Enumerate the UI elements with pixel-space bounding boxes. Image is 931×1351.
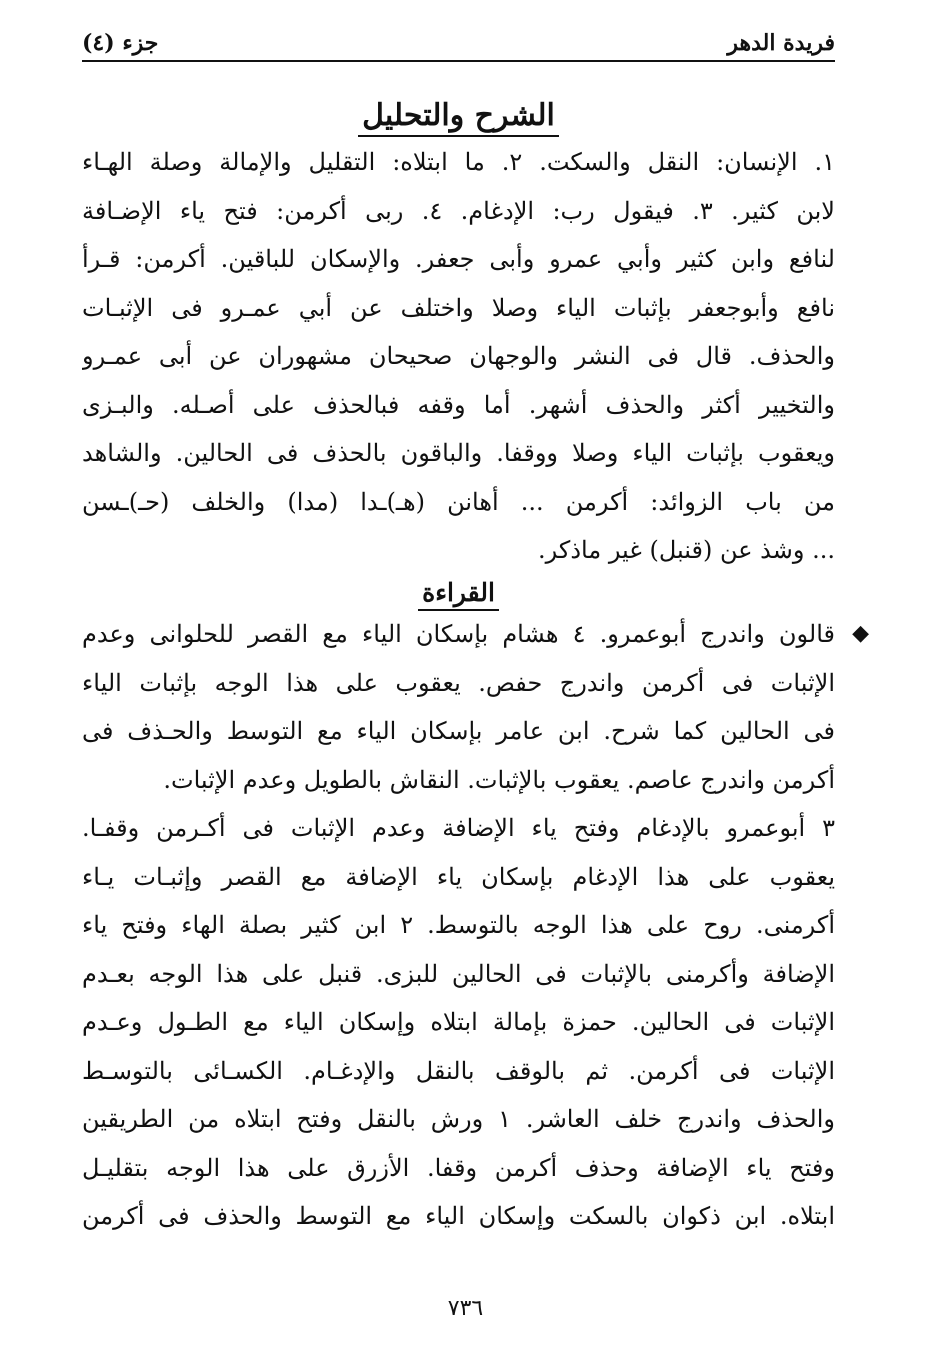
text-line: وفتح ياء الإضافة وحذف أكرمن وقفا. الأزرق على هذا الوجه بتقليـل (82, 1153, 835, 1182)
text-line: نافع وأبوجعفر بإثبات الياء وصلا واختلف عن أبي عمـرو فى الإثبـات (82, 293, 835, 322)
text-line: من باب الزوائد: أكرمن ... أهانن (هـ)ـدا (مدا) والخلف (حـ)ـسن (82, 487, 835, 516)
text-line: ١. الإنسان: النقل والسكت. ٢. ما ابتلاه: التقليل والإمالة وصلة الهـاء (82, 148, 835, 176)
text-line: الإضافة وأكرمنى بالإثبات فى الحالين للبزى. قنبل على هذا الوجه بعـدم (82, 959, 835, 988)
text-line: يعقوب على هذا الإدغام بإسكان ياء الإضافة مع القصر وإثبـات يـاء (82, 862, 835, 891)
text-line: والحذف واندرج خلف العاشر. ١ ورش بالنقل وفتح ابتلاه من الطريقين (82, 1105, 835, 1133)
text-line: أكرمنى. روح على هذا الوجه بالتوسط. ٢ ابن كثير بصلة الهاء وفتح ياء (82, 911, 835, 939)
page-number: ٧٣٦ (447, 1296, 484, 1321)
running-header (82, 22, 835, 62)
text-line: الإثبات فى الحالين. حمزة بإمالة ابتلاه وإسكان الياء مع الطـول وعـدم (82, 1008, 835, 1036)
text-line: لابن كثير. ٣. فيقول رب: الإدغام. ٤. ربى أكرمن: فتح ياء الإضـافة (82, 196, 835, 225)
part-label: جزء (٤) (82, 30, 159, 56)
text-line: ٣ أبوعمرو بالإدغام وفتح ياء الإضافة وعدم الإثبات فى أكـرمن وقفـا. (82, 814, 835, 842)
section-heading-text: الشرح والتحليل (358, 98, 559, 137)
diamond-bullet-icon: ◆ (852, 621, 869, 646)
text-line: والتخيير أكثر والحذف أشهر. أما وقفه فبالحذف على أصـله. والبـزى (82, 390, 835, 419)
book-title: فريدة الدهر (727, 30, 835, 56)
text-line: فى الحالين كما شرح. ابن عامر بإسكان الياء مع التوسط والحـذف فى (82, 717, 835, 745)
text-line: قالون واندرج أبوعمرو. ٤ هشام بإسكان الياء مع القصر للحلوانى وعدم (82, 620, 835, 648)
reading-paragraph (82, 610, 869, 1241)
section-heading-explanation (82, 98, 835, 133)
section-heading-reading (82, 578, 835, 607)
text-line: الإثبات فى أكرمن. ثم بالوقف بالنقل والإدغـام. الكسـائى بالتوسـط (82, 1056, 835, 1085)
text-line: والحذف. قال فى النشر والوجهان صحيحان مشهوران عن أبى عمـرو (82, 342, 835, 370)
section-heading-text: القراءة (418, 578, 499, 611)
explanation-paragraph (82, 138, 835, 575)
text-line: أكرمن واندرج عاصم. يعقوب بالإثبات. النقاش بالطويل وعدم الإثبات. (163, 765, 835, 794)
text-line: ويعقوب بإثبات الياء وصلا ووقفا. والباقون بالحذف فى الحالين. والشاهد (82, 439, 835, 467)
text-line: ابتلاه. ابن ذكوان بالسكت وإسكان الياء مع التوسط والحذف فى أكرمن (82, 1202, 835, 1230)
text-line: لنافع وابن كثير وأبي عمرو وأبى جعفر. والإسكان للباقين. أكرمن: قـرأ (82, 245, 835, 273)
text-line: الإثبات فى أكرمن واندرج حفص. يعقوب على هذا الوجه بإثبات الياء (82, 668, 835, 697)
text-line: ... وشذ عن (قنبل) غير ماذكر. (538, 536, 835, 564)
